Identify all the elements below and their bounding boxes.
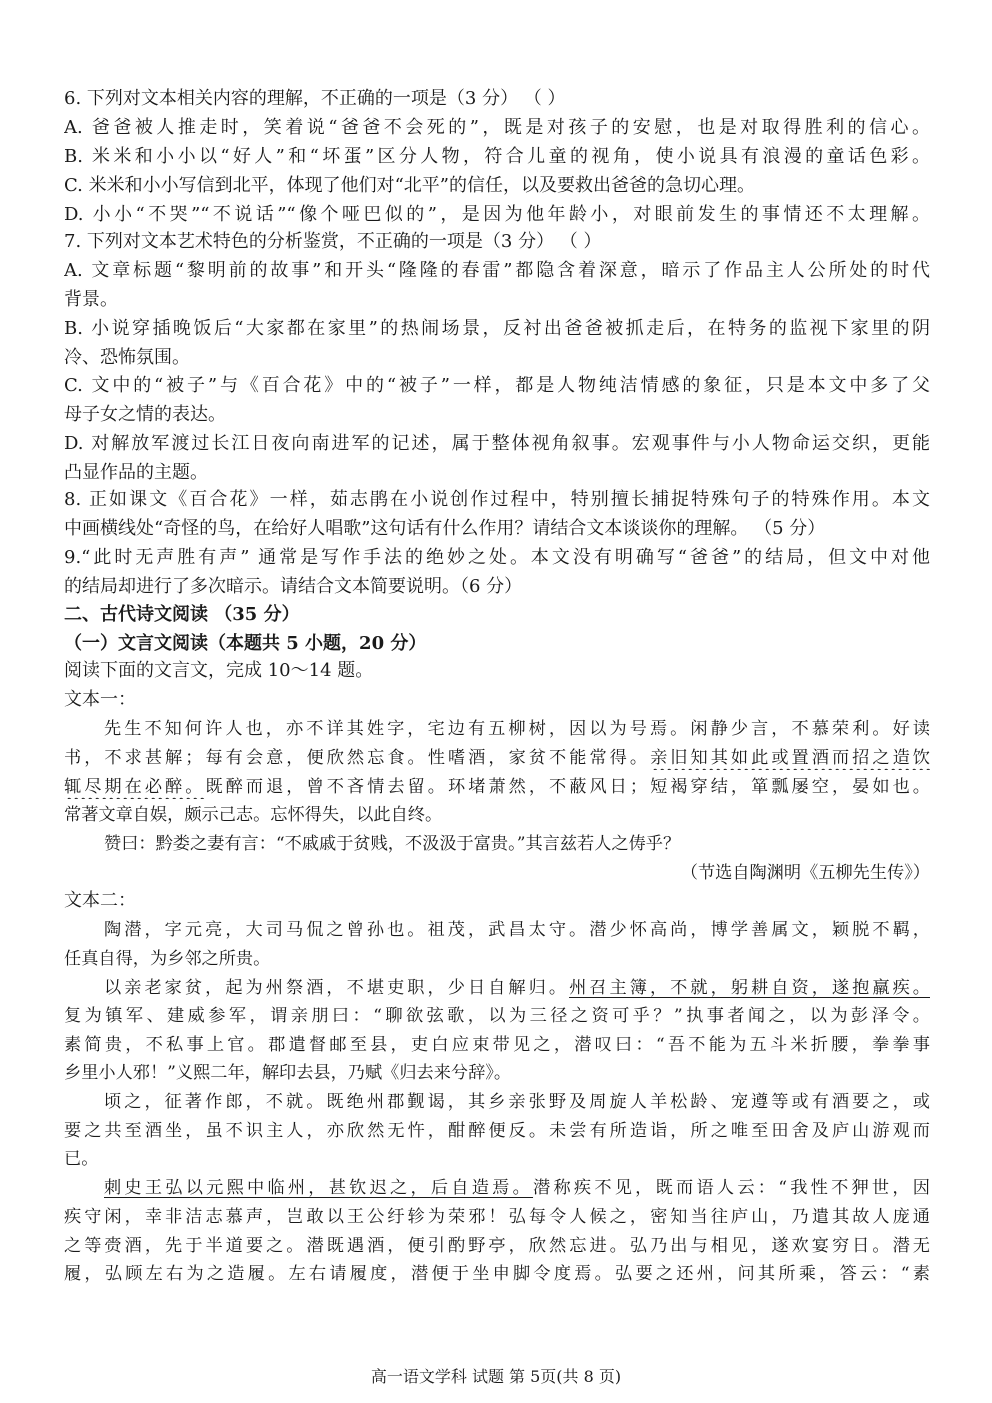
q6-option-a: A. 爸爸被人推走时，笑着说“爸爸不会死的”，既是对孩子的安慰，也是对取得胜利的信心。 [64,117,930,138]
q9-line2: 的结局却进行了多次暗示。请结合文本简要说明。（6 分） [64,576,523,597]
text1-source: （节选自陶渊明《五柳先生传》） [680,863,930,883]
text2-underlined-sentence-1: 州召主簿，不就，躬耕自资，遂抱羸疾。 [569,978,930,998]
text2-para4-line2: 疾守闲，幸非洁志慕声，岂敢以王公纡轸为荣邪！弘每令人候之，密知当往庐山，乃遣其故人庞通 [64,1207,930,1227]
text1-para1-line1: 先生不知何许人也，亦不详其姓字，宅边有五柳树，因以为号焉。闲静少言，不慕荣利。好读 [104,719,930,739]
q7-option-c-line1: C. 文中的“被子”与《百合花》中的“被子”一样，都是人物纯洁情感的象征，只是本文中多了父 [64,375,930,396]
section2-title: 二、古代诗文阅读 （35 分） [64,604,300,625]
q7-option-b-line1: B. 小说穿插晚饭后“大家都在家里”的热闹场景，反衬出爸爸被抓走后，在特务的监视下家里的阴 [64,318,930,339]
text2-para3-line1: 顷之，征著作郎，不就。既绝州郡觐谒，其乡亲张野及周旋人羊松龄、宠遵等或有酒要之，或 [104,1092,930,1112]
q6-option-b: B. 米米和小小以“好人”和“坏蛋”区分人物，符合儿童的视角，使小说具有浪漫的童话色彩。 [64,146,930,167]
text2-para1-line1: 陶潜，字元亮，大司马侃之曾孙也。祖茂，武昌太守。潜少怀高尚，博学善属文，颖脱不羁， [104,920,930,940]
q7-stem: 7. 下列对文本艺术特色的分析鉴赏，不正确的一项是（3 分） （ ） [64,231,602,252]
q7-option-c-line2: 母子女之情的表达。 [64,404,226,425]
q7-option-a-line2: 背景。 [64,289,118,310]
text2-para4-line1 [104,1176,930,1200]
text1-para1-line4: 常著文章自娱，颇示己志。忘怀得失，以此自终。 [64,805,443,825]
q8-line2: 中画横线处“奇怪的鸟，在给好人唱歌”这句话有什么作用？请结合文本谈谈你的理解。 （5 分） [64,518,826,539]
text2-label: 文本二： [64,890,136,911]
page-footer: 高一语文学科 试题 第 5页(共 8 页) [370,1367,622,1386]
text2-underlined-sentence-2: 刺史王弘以元熙中临州，甚钦迟之，后自造焉。 [104,1178,534,1198]
text2-para2-line3: 素简贵，不私事上官。郡遣督邮至县，吏白应束带见之，潜叹曰：“吾不能为五斗米折腰，拳拳事 [64,1035,930,1055]
text1-para1-line3 [64,775,930,799]
text1-wavy-underlined-sentence-part2: 辄尽期在必醉。 [64,777,206,797]
text2-para2-line1-plain: 以亲老家贫，起为州祭酒，不堪吏职，少日自解归。 [104,978,570,998]
q9-line1: 9.“此时无声胜有声” 通常是写作手法的绝妙之处。本文没有明确写“爸爸”的结局，但文中对他 [64,547,930,568]
q7-option-b-line2: 冷、恐怖氛围。 [64,347,190,368]
text1-wavy-underlined-sentence-part1: 亲旧知其如此或置酒而招之造饮 [650,748,930,768]
text2-para4-line4: 履，弘顾左右为之造履。左右请履度，潜便于坐申脚令度焉。弘要之还州，问其所乘，答云：“素 [64,1264,930,1284]
text2-para3-line2: 要之共至酒坐，虽不识主人，亦欣然无忤，酣醉便反。未尝有所造诣，所之唯至田舍及庐山游观而 [64,1121,930,1141]
q6-stem: 6. 下列对文本相关内容的理解，不正确的一项是（3 分） （ ） [64,88,566,109]
q7-option-d-line2: 凸显作品的主题。 [64,462,208,483]
section2-instruction: 阅读下面的文言文，完成 10～14 题。 [64,660,374,681]
text2-para1-line2: 任真自得，为乡邻之所贵。 [64,949,271,969]
text1-para1-line2 [64,746,930,770]
q7-option-a-line1: A. 文章标题“黎明前的故事”和开头“隆隆的春雷”都隐含着深意，暗示了作品主人公所处的时代 [64,260,930,281]
text2-para3-line3: 已。 [64,1149,99,1169]
text2-para4-line3: 之等赍酒，先于半道要之。潜既遇酒，便引酌野亭，欣然忘进。弘乃出与相见，遂欢宴穷日。潜无 [64,1236,930,1256]
q6-option-d: D. 小小“不哭”“不说话”“像个哑巴似的”，是因为他年龄小，对眼前发生的事情还不太理解。 [64,204,930,225]
section2-subtitle: （一）文言文阅读（本题共 5 小题，20 分） [64,633,427,654]
q7-option-d-line1: D. 对解放军渡过长江日夜向南进军的记述，属于整体视角叙事。宏观事件与小人物命运交织，更能 [64,433,930,454]
q8-line1: 8. 正如课文《百合花》一样，茹志鹃在小说创作过程中，特别擅长捕捉特殊句子的特殊作用。本文 [64,489,930,510]
text2-para2-line1 [104,976,930,1000]
q6-option-c: C. 米米和小小写信到北平，体现了他们对“北平”的信任，以及要救出爸爸的急切心理。 [64,175,755,196]
text1-para1-line2-plain: 书，不求甚解；每有会意，便欣然忘食。性嗜酒，家贫不能常得。 [64,748,651,768]
text2-para2-line4: 乡里小人邪！”义熙二年，解印去县，乃赋《归去来兮辞》。 [64,1063,512,1083]
text2-para4-line1-plain: 潜称疾不见，既而语人云：“我性不狎世，因 [533,1178,930,1198]
text1-label: 文本一： [64,689,136,710]
text1-para1-line3-plain: 既醉而退，曾不吝情去留。环堵萧然，不蔽风日；短褐穿结，箪瓢屡空，晏如也。 [205,777,930,797]
text1-para2: 赞曰：黔娄之妻有言：“不戚戚于贫贱，不汲汲于富贵。”其言兹若人之俦乎？ [104,834,681,854]
text2-para2-line2: 复为镇军、建威参军，谓亲朋曰：“聊欲弦歌，以为三径之资可乎？”执事者闻之，以为彭泽令。 [64,1006,930,1026]
